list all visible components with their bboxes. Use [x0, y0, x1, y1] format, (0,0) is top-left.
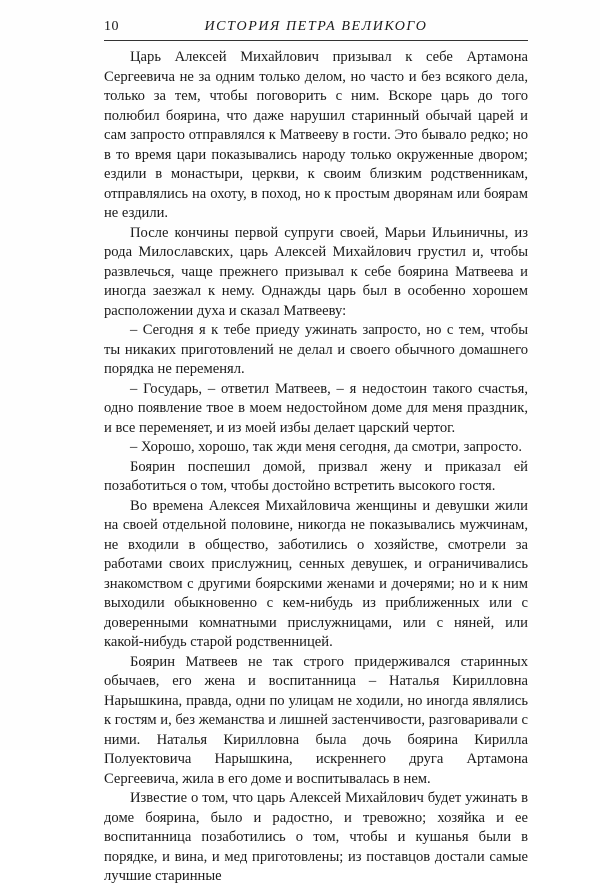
dialogue-line: – Хорошо, хорошо, так жди меня сегодня, да смотри, запросто. — [130, 439, 522, 455]
running-title: ИСТОРИЯ ПЕТРА ВЕЛИКОГО — [204, 19, 428, 34]
running-head — [104, 17, 528, 41]
paragraph: Боярин поспешил домой, призвал жену и приказал ей позаботиться о том, чтобы достойно встретить высокого гостя. — [104, 458, 528, 494]
paragraph: Известие о том, что царь Алексей Михайлович будет ужинать в доме боярина, было и радостно, и тревожно; хозяйка и ее воспитанница позаботились о том, чтобы и кушанья были в порядке, и вина, и мед приготовлены; из поставцов достали самые лучшие старинные — [104, 790, 528, 884]
paragraph: Боярин Матвеев не так строго придерживался старинных обычаев, его жена и воспитанница – Наталья Кирилловна Нарышкина, правда, одни по улицам не ходили, но иногда являлись к гостям и, без жеманства и лишней застенчивости, разговаривали с ними. Наталья Кирилловна была дочь боярина Кирилла Полуектовича Нарышкина, искреннего друга Артамона Сергеевича, жила в его доме и воспитывалась в нем. — [104, 653, 528, 787]
dialogue-line: – Сегодня я к тебе приеду ужинать запросто, но с тем, чтобы ты никаких приготовлений не делал и своего обычного домашнего порядка не переменял. — [104, 322, 528, 377]
paragraph: После кончины первой супруги своей, Марьи Ильиничны, из рода Милославских, царь Алексей Михайлович грустил и, чтобы развлечься, чаще прежнего призывал к себе боярина Матвеева и иногда заезжал к нему. Однажды царь был в особенно хорошем расположении духа и сказал Матвееву: — [104, 224, 528, 319]
body-text — [104, 48, 528, 887]
page-number: 10 — [104, 19, 119, 34]
paragraph: Во времена Алексея Михайловича женщины и девушки жили на своей отдельной половине, никогда не показывались мужчинам, не входили в общество, заботились о хозяйстве, смотрели за работами своих прислужниц, сенных девушек, и ограничивались знакомством с другими боярскими женами и дочерями; но и к ним выходили обыкновенно с кем-нибудь из приближенных или с доверенными комнатными прислужницами, или с няней, или какой-нибудь старой родственницей. — [104, 497, 528, 650]
header-rule — [104, 40, 528, 41]
dialogue-line: – Государь, – ответил Матвеев, – я недостоин такого счастья, одно появление твое в моем недостойном доме для меня праздник, и все переменяет, и из моей избы делает царский чертог. — [104, 380, 528, 436]
paragraph: Царь Алексей Михайлович призывал к себе Артамона Сергеевича не за одним только делом, но часто и без всякого дела, только за тем, чтобы поговорить с ним. Вскоре царь до того полюбил боярина, что даже нарушил старинный обычай царей и сам запросто отправлялся к Матвееву в гости. Это бывало редко; но в то время цари показывались народу только окруженные двором; ездили в монастыри, церкви, к своим близким родственникам, отправлялись на охоту, в поход, но к простым дворянам или боярам не ездили. — [104, 49, 528, 221]
